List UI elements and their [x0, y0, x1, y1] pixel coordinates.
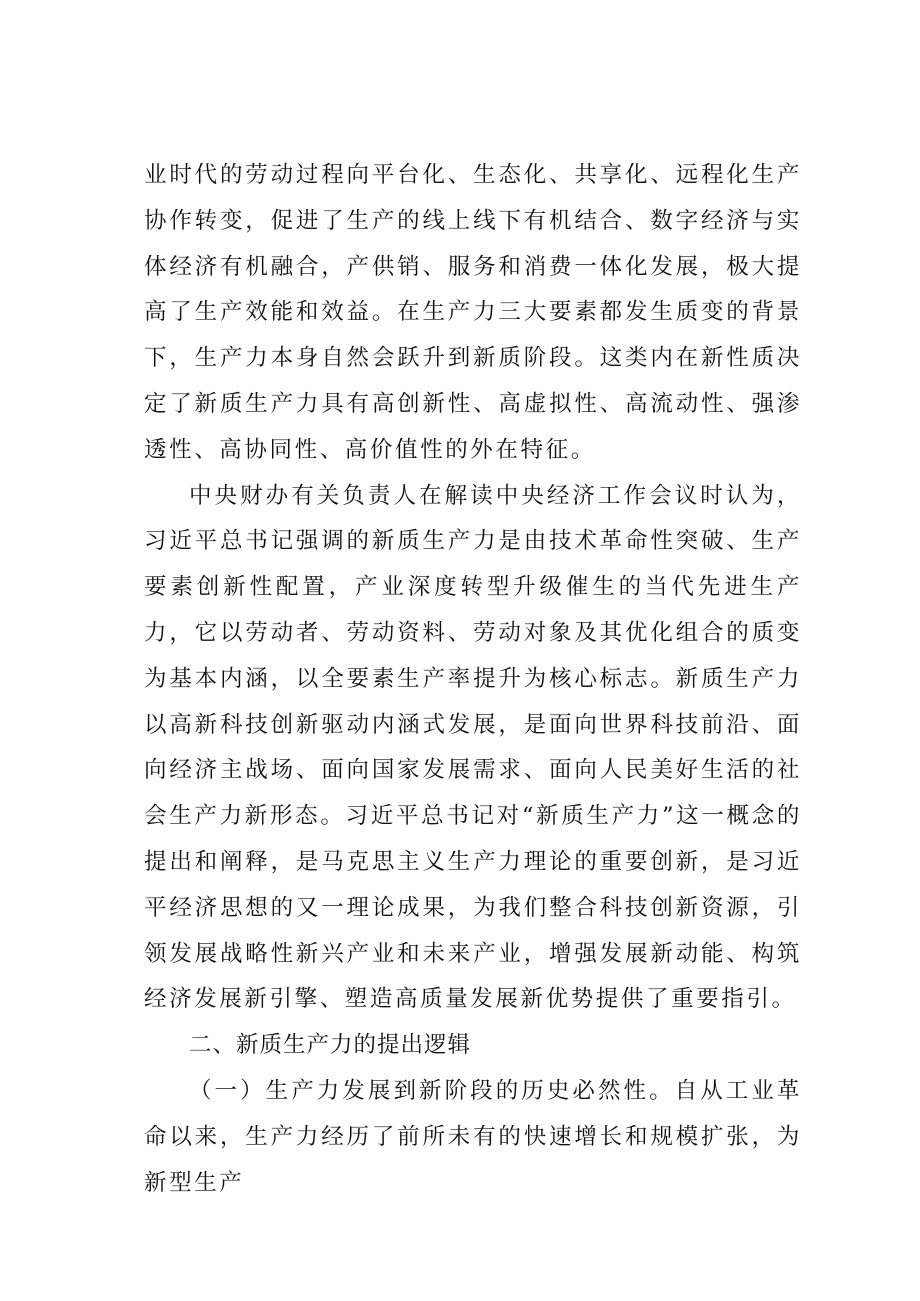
section-heading: 二、新质生产力的提出逻辑: [189, 1032, 472, 1059]
body-paragraph-subsection: （一）生产力发展到新阶段的历史必然性。自从工业革命以来，生产力经历了前所未有的快速增长和规模扩张，为新型生产: [144, 1077, 802, 1196]
body-paragraph: 中央财办有关负责人在解读中央经济工作会议时认为，习近平总书记强调的新质生产力是由技术革命性突破、生产要素创新性配置，产业深度转型升级催生的当代先进生产力，它以劳动者、劳动资料、劳动对象及其优化组合的质变为基本内涵，以全要素生产率提升为核心标志。新质生产力以高新科技创新驱动内涵式发展，是面向世界科技前沿、面向经济主战场、面向国家发展需求、面向人民美好生活的社会生产力新形态。习近平总书记对“新质生产力”这一概念的提出和阐释，是马克思主义生产力理论的重要创新，是习近平经济思想的又一理论成果，为我们整合科技创新资源，引领发展战略性新兴产业和未来产业，增强发展新动能、构筑经济发展新引擎、塑造高质量发展新优势提供了重要指引。: [144, 482, 802, 1013]
body-paragraph-continued: 业时代的劳动过程向平台化、生态化、共享化、远程化生产协作转变，促进了生产的线上线下有机结合、数字经济与实体经济有机融合，产供销、服务和消费一体化发展，极大提高了生产效能和效益。在生产力三大要素都发生质变的背景下，生产力本身自然会跃升到新质阶段。这类内在新性质决定了新质生产力具有高创新性、高虚拟性、高流动性、强渗透性、高协同性、高价值性的外在特征。: [144, 162, 802, 463]
